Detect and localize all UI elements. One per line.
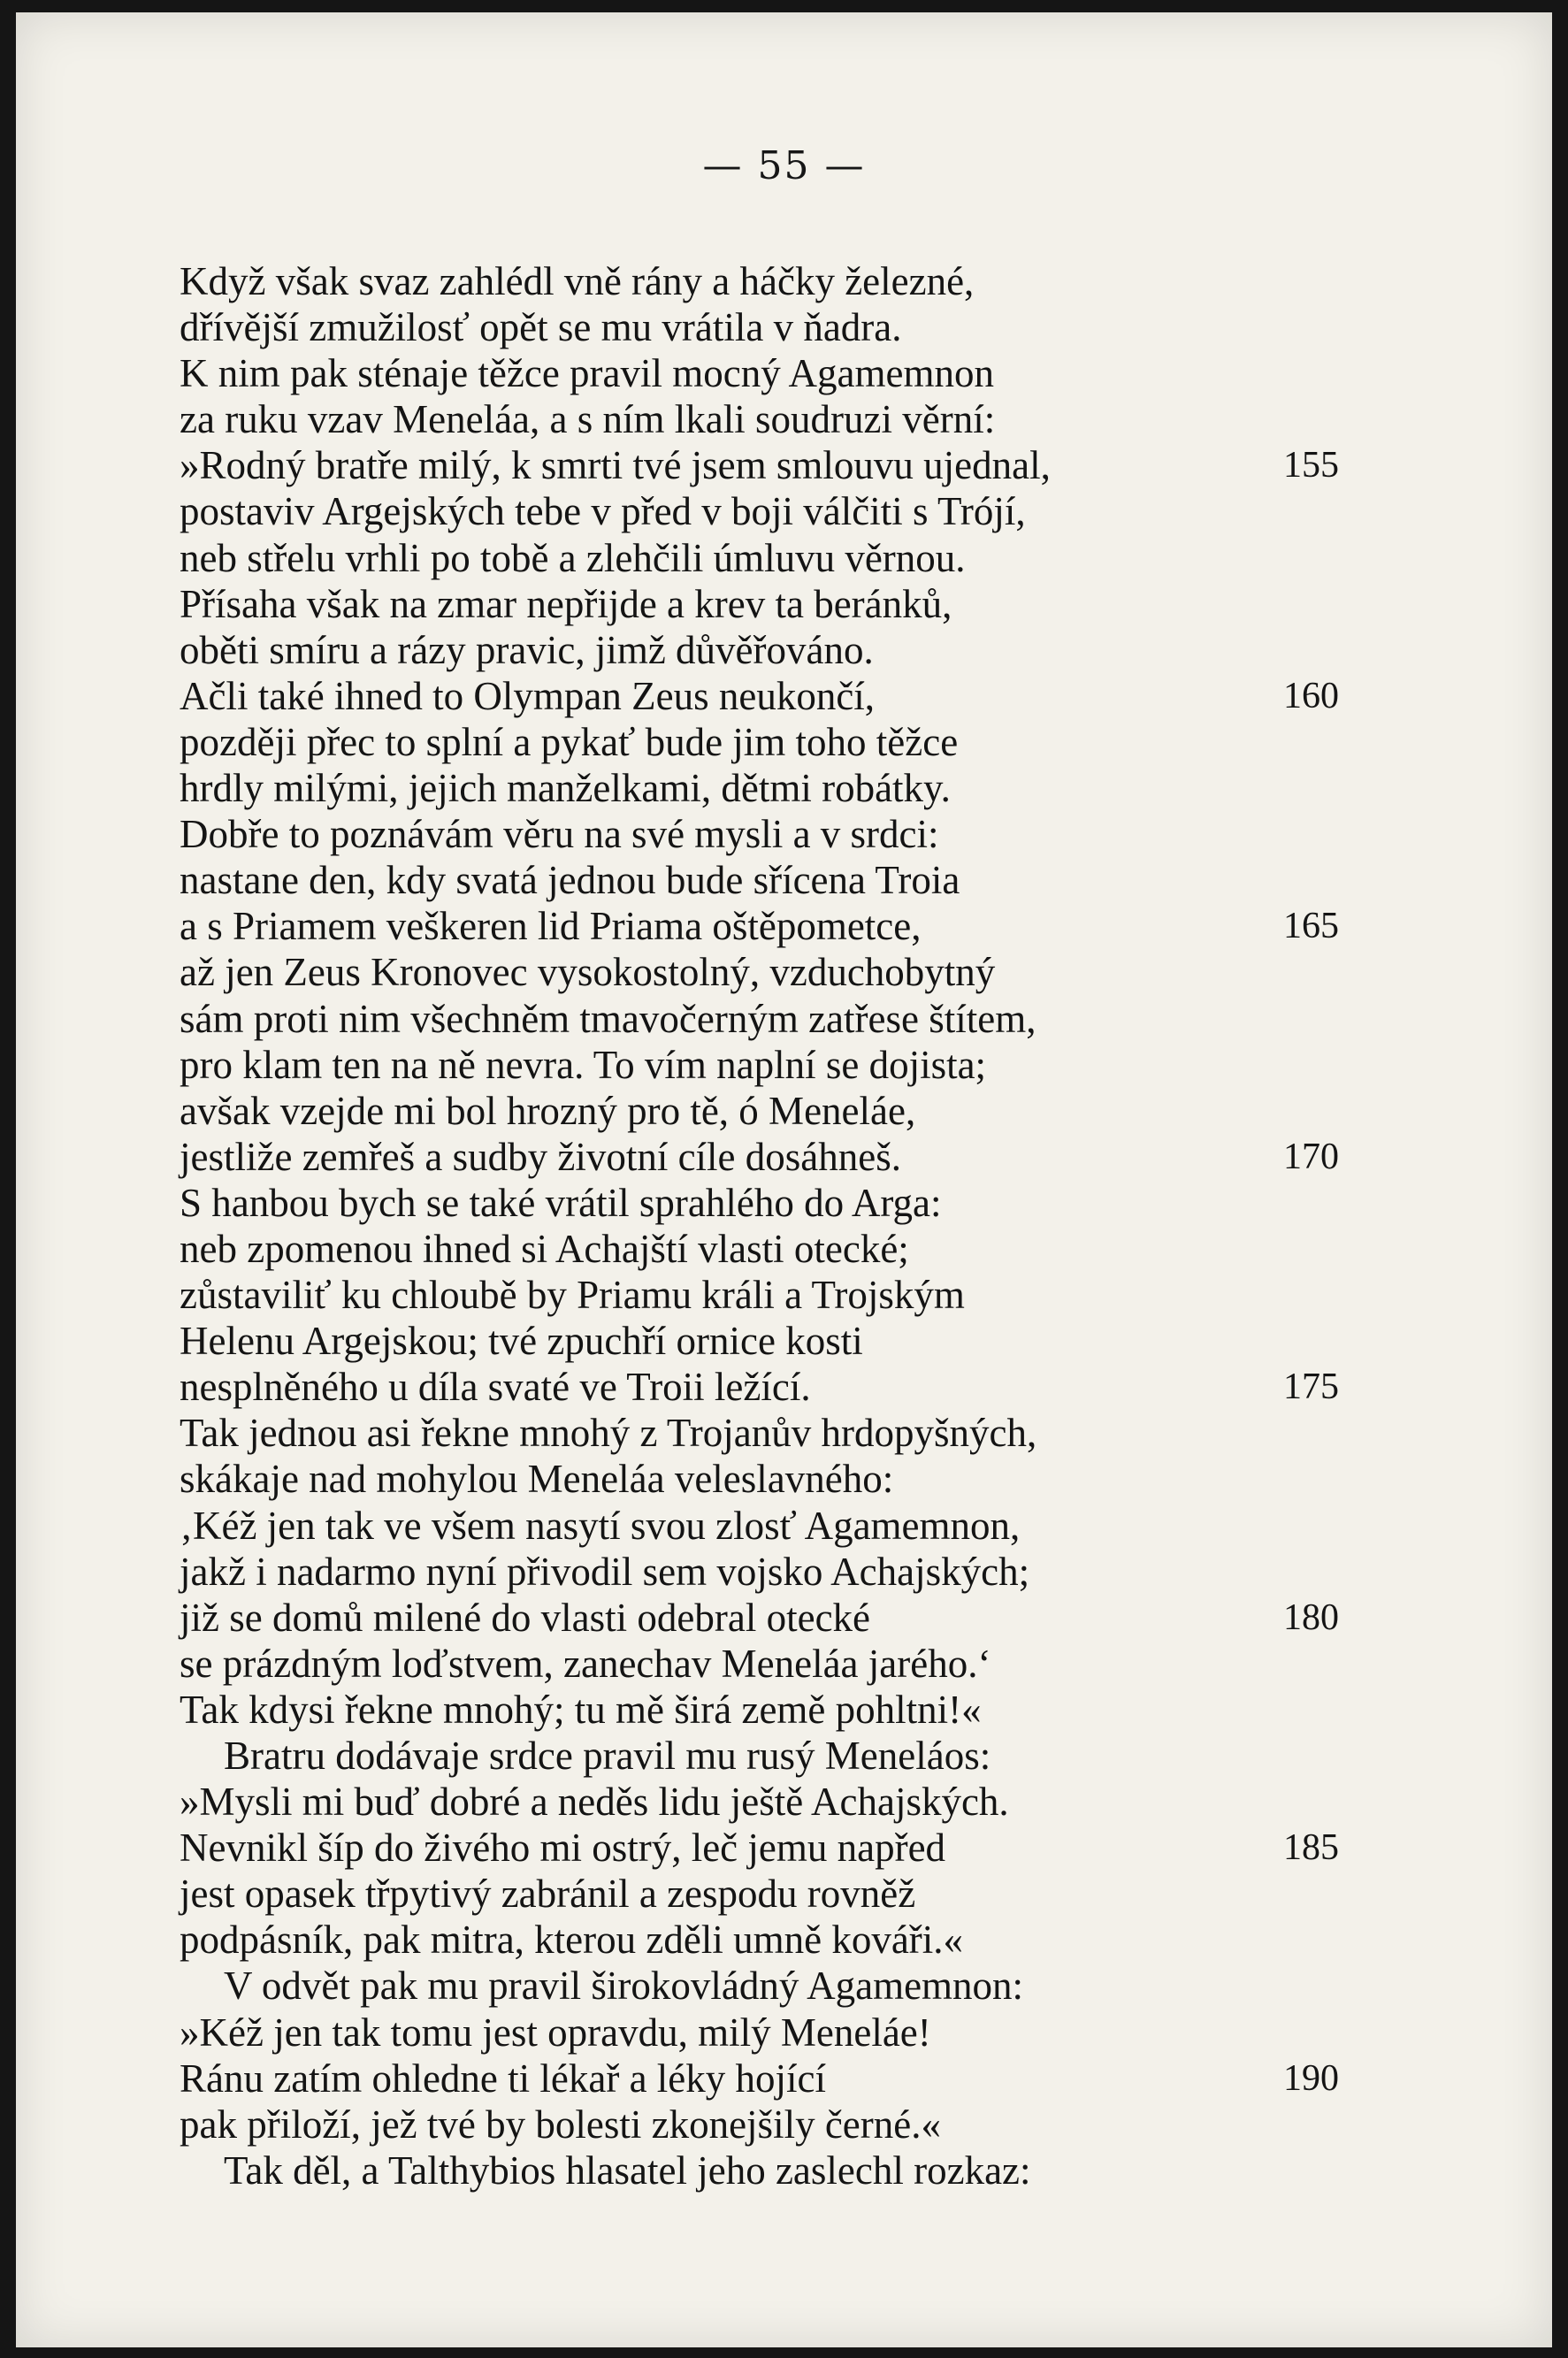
verse-text: se prázdným loďstvem, zanechav Meneláa jarého.‘ xyxy=(180,1641,991,1686)
verse-line xyxy=(180,581,1418,627)
verse-text: nastane den, kdy svatá jednou bude sřícena Troia xyxy=(180,858,960,903)
verse-text: nesplněného u díla svaté ve Troii ležící. xyxy=(180,1365,811,1410)
verse-text: V odvět pak mu pravil širokovládný Agamemnon: xyxy=(224,1964,1024,2009)
line-number: 185 xyxy=(1283,1827,1339,1869)
verse-line xyxy=(180,2010,1418,2056)
verse-line xyxy=(180,1779,1418,1825)
verse-line xyxy=(180,1641,1418,1687)
verse-line xyxy=(180,811,1418,857)
verse-text: Přísaha však na zmar nepřijde a krev ta beránků, xyxy=(180,581,952,626)
verse-text: hrdly milými, jejich manželkami, dětmi robátky. xyxy=(180,766,951,811)
verse-line xyxy=(180,1917,1418,1963)
verse-text: Nevnikl šíp do živého mi ostrý, leč jemu napřed xyxy=(180,1826,946,1871)
line-number: 180 xyxy=(1283,1596,1339,1638)
verse-text: neb střelu vrhli po tobě a zlehčili úmluvu věrnou. xyxy=(180,535,966,580)
verse-text: zůstaviliť ku chloubě by Priamu králi a Trojským xyxy=(180,1273,965,1318)
line-number: 165 xyxy=(1283,906,1339,947)
verse-text: skákaje nad mohylou Meneláa veleslavného: xyxy=(180,1457,894,1502)
verse-line xyxy=(180,1180,1418,1226)
verse-text: oběti smíru a rázy pravic, jimž důvěřováno. xyxy=(180,627,874,672)
verse-text: dřívější zmužilosť opět se mu vrátila v ňadra. xyxy=(180,305,902,350)
line-number: 190 xyxy=(1283,2057,1339,2099)
verse-text: Bratru dodávaje srdce pravil mu rusý Meneláos: xyxy=(224,1734,991,1778)
verse-text: »Mysli mi buď dobré a neděs lidu ještě Achajských. xyxy=(180,1780,1009,1825)
verse-line xyxy=(180,1825,1418,1871)
verse-line xyxy=(180,535,1418,581)
verse-text: Ránu zatím ohledne ti lékař a léky hojící xyxy=(180,2056,827,2101)
verse-text: a s Priamem veškeren lid Priama oštěpometce, xyxy=(180,904,922,949)
verse-line xyxy=(180,1364,1418,1410)
verse-line xyxy=(180,857,1418,903)
verse-text: Ačli také ihned to Olympan Zeus neukončí, xyxy=(180,673,876,718)
verse-text: »Rodný bratře milý, k smrti tvé jsem smlouvu ujednal, xyxy=(180,443,1051,488)
verse-line xyxy=(180,1595,1418,1641)
verse-line xyxy=(180,1042,1418,1088)
verse-text: později přec to splní a pykať bude jim toho těžce xyxy=(180,719,959,764)
verse-text: avšak vzejde mi bol hrozný pro tě, ó Meneláe, xyxy=(180,1088,916,1133)
verse-line xyxy=(180,2102,1418,2147)
verse-text: K nim pak sténaje těžce pravil mocný Agamemnon xyxy=(180,351,994,396)
verse-line xyxy=(180,1134,1418,1180)
verse-line xyxy=(180,1272,1418,1318)
verse-block xyxy=(180,258,1418,2193)
line-number: 160 xyxy=(1283,675,1339,716)
verse-line xyxy=(180,996,1418,1042)
verse-line xyxy=(180,1503,1418,1549)
verse-line xyxy=(180,1687,1418,1733)
verse-text: Helenu Argejskou; tvé zpuchří ornice kosti xyxy=(180,1319,863,1364)
verse-text: podpásník, pak mitra, kterou zděli umně kováři.« xyxy=(180,1918,964,1963)
verse-text: jakž i nadarmo nyní přivodil sem vojsko Achajských; xyxy=(180,1549,1030,1594)
verse-line xyxy=(180,488,1418,534)
verse-line xyxy=(180,1963,1418,2009)
verse-text: jest opasek třpytivý zabránil a zespodu rovněž xyxy=(180,1872,916,1917)
verse-line xyxy=(180,903,1418,949)
verse-line xyxy=(180,1318,1418,1364)
verse-line xyxy=(180,1549,1418,1595)
verse-line xyxy=(180,1410,1418,1456)
verse-text: neb zpomenou ihned si Achajští vlasti otecké; xyxy=(180,1226,909,1271)
verse-text: Dobře to poznávám věru na své mysli a v srdci: xyxy=(180,812,939,857)
verse-line xyxy=(180,396,1418,442)
verse-line xyxy=(180,442,1418,488)
verse-line xyxy=(180,673,1418,719)
verse-text: až jen Zeus Kronovec vysokostolný, vzduchobytný xyxy=(180,950,996,995)
verse-text: Tak děl, a Talthybios hlasatel jeho zaslechl rozkaz: xyxy=(224,2147,1031,2193)
verse-line xyxy=(180,949,1418,995)
verse-text: pro klam ten na ně nevra. To vím naplní se dojista; xyxy=(180,1042,987,1087)
verse-text: Tak jednou asi řekne mnohý z Trojanův hrdopyšných, xyxy=(180,1411,1037,1456)
verse-line xyxy=(180,2147,1418,2193)
verse-line xyxy=(180,1733,1418,1779)
verse-line xyxy=(180,2056,1418,2102)
line-number: 170 xyxy=(1283,1136,1339,1177)
verse-text: ‚Kéž jen tak ve všem nasytí svou zlosť Agamemnon, xyxy=(180,1503,1021,1548)
verse-line xyxy=(180,1456,1418,1502)
verse-text: Tak kdysi řekne mnohý; tu mě širá země pohltni!« xyxy=(180,1687,982,1732)
verse-text: S hanbou bych se také vrátil sprahlého do Arga: xyxy=(180,1180,942,1225)
verse-line xyxy=(180,1226,1418,1272)
verse-line xyxy=(180,1871,1418,1917)
verse-line xyxy=(180,719,1418,765)
verse-text: pak přiloží, jež tvé by bolesti zkonejšily černé.« xyxy=(180,2102,941,2147)
verse-text: již se domů milené do vlasti odebral otecké xyxy=(180,1595,871,1640)
verse-line xyxy=(180,765,1418,811)
verse-line xyxy=(180,304,1418,350)
line-number: 175 xyxy=(1283,1367,1339,1408)
verse-line xyxy=(180,1088,1418,1134)
verse-text: postaviv Argejských tebe v před v boji válčiti s Trójí, xyxy=(180,489,1026,534)
verse-line xyxy=(180,627,1418,673)
book-page xyxy=(16,12,1552,2347)
page-number: — 55 — xyxy=(702,143,866,188)
verse-line xyxy=(180,350,1418,396)
verse-text: jestliže zemřeš a sudby životní cíle dosáhneš. xyxy=(180,1134,901,1179)
verse-text: sám proti nim všechněm tmavočerným zatřese štítem, xyxy=(180,996,1036,1041)
verse-line xyxy=(180,258,1418,304)
line-number: 155 xyxy=(1283,445,1339,486)
verse-text: Když však svaz zahlédl vně rány a háčky železné, xyxy=(180,259,975,303)
verse-text: »Kéž jen tak tomu jest opravdu, milý Meneláe! xyxy=(180,2010,931,2055)
verse-text: za ruku vzav Meneláa, a s ním lkali soudruzi věrní: xyxy=(180,397,996,442)
